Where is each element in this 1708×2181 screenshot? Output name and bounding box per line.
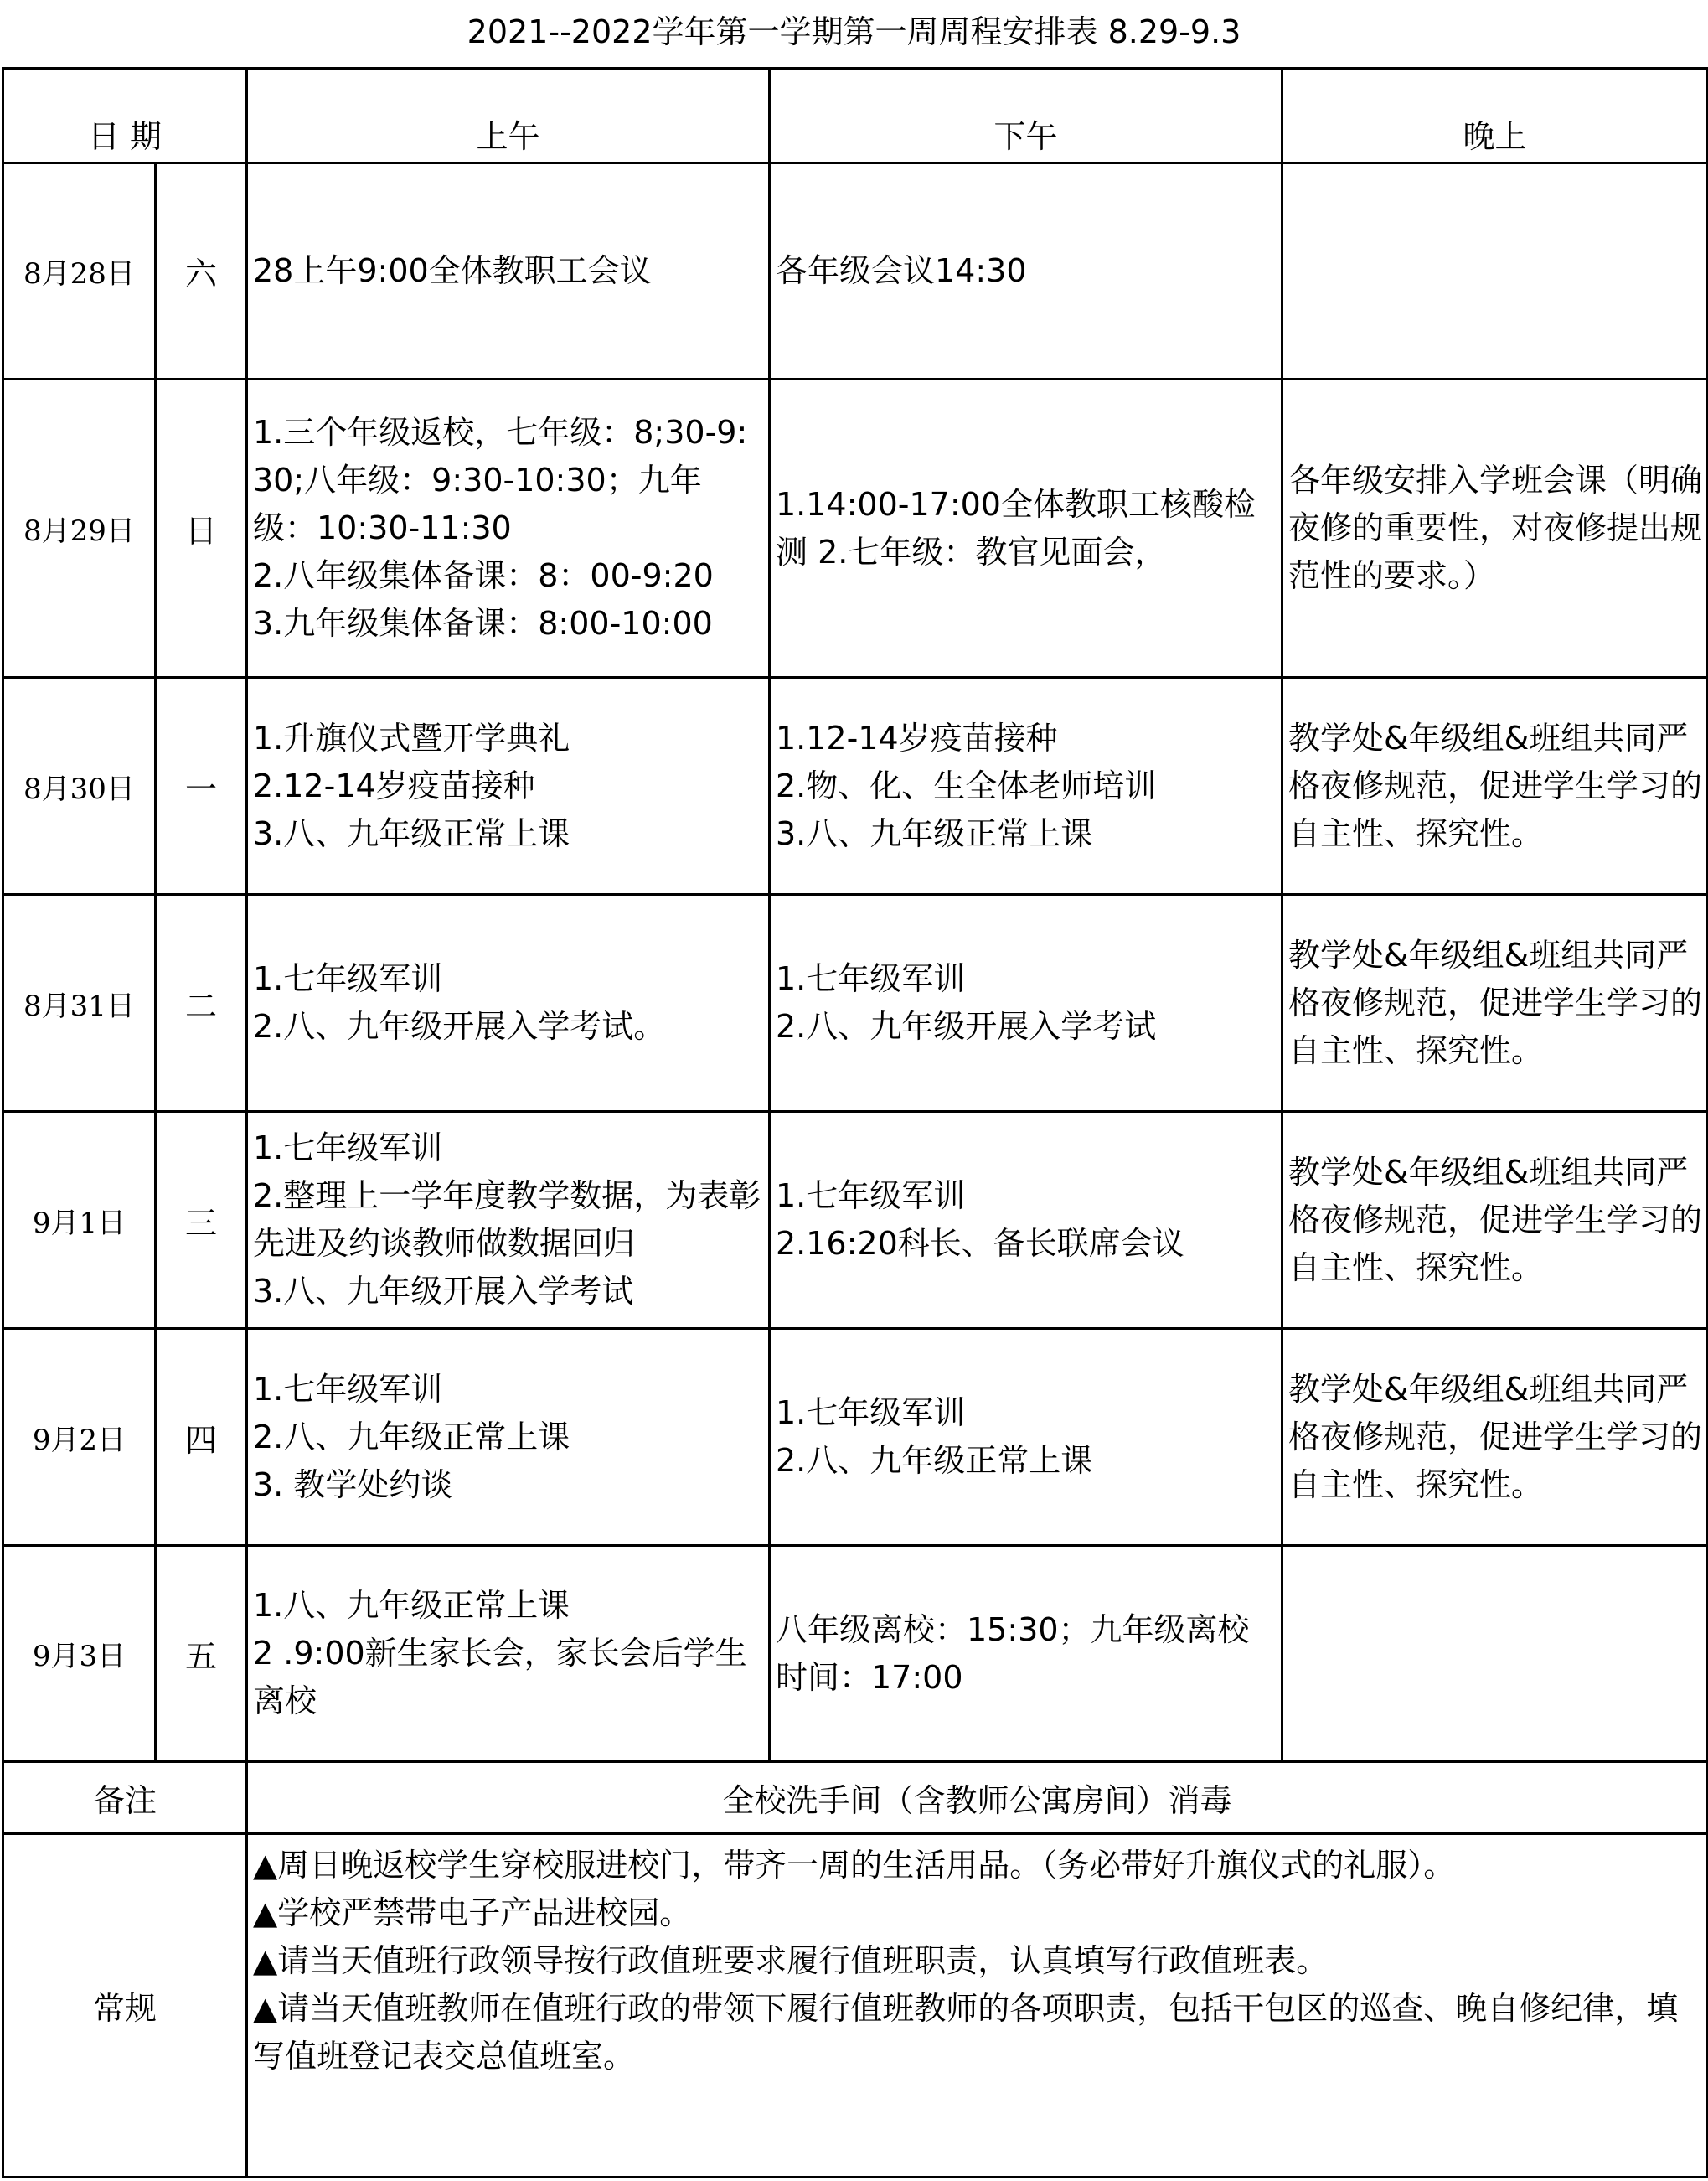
routine-item: ▲请当天值班教师在值班行政的带领下履行值班教师的各项职责，包括干包区的巡查、晚自修纪律，填写值班登记表交总值班室。 <box>253 1990 1679 2075</box>
routine-item: ▲请当天值班行政领导按行政值班要求履行值班职责，认真填写行政值班表。 <box>253 1942 1329 1979</box>
morning-item: 28上午9:00全体教职工会议 <box>253 252 652 289</box>
page-title: 2021--2022学年第一学期第一周周程安排表 8.29-9.3 <box>467 13 1241 50</box>
morning-item: 1.升旗仪式暨开学典礼 <box>253 719 570 757</box>
remarks-label: 备注 <box>3 1762 247 1834</box>
date-cell: 9月3日 <box>3 1546 156 1762</box>
remarks-row <box>3 1762 1708 1834</box>
afternoon-item: 1.七年级军训 <box>776 960 966 997</box>
morning-item: 1.七年级军训 <box>253 1370 443 1408</box>
date-cell: 8月29日 <box>3 380 156 678</box>
morning-cell <box>247 1329 770 1546</box>
afternoon-item: 2.物、化、生全体老师培训 <box>776 767 1157 804</box>
schedule-row <box>3 380 1708 678</box>
schedule-row <box>3 1329 1708 1546</box>
morning-cell <box>247 380 770 678</box>
weekday-cell: 四 <box>156 1329 247 1546</box>
schedule-row <box>3 1112 1708 1329</box>
routine-row <box>3 1834 1708 2178</box>
weekday-cell: 六 <box>156 163 247 380</box>
afternoon-item: 1.七年级军训 <box>776 1177 966 1214</box>
weekday-cell: 五 <box>156 1546 247 1762</box>
routine-item: ▲周日晚返校学生穿校服进校门，带齐一周的生活用品。（务必带好升旗仪式的礼服）。 <box>253 1847 1456 1884</box>
afternoon-item: 1.14:00-17:00全体教职工核酸检测 2.七年级：教官见面会， <box>776 485 1256 571</box>
morning-item: 2.12-14岁疫苗接种 <box>253 767 535 804</box>
weekday-cell: 一 <box>156 678 247 895</box>
morning-item: 1.八、九年级正常上课 <box>253 1587 570 1624</box>
evening-item: 各年级安排入学班会课（明确夜修的重要性，对夜修提出规范性的要求。） <box>1288 462 1703 594</box>
evening-cell <box>1282 1112 1708 1329</box>
header-morning: 上午 <box>247 69 770 163</box>
morning-cell <box>247 163 770 380</box>
weekday-cell: 三 <box>156 1112 247 1329</box>
afternoon-item: 2.八、九年级正常上课 <box>776 1442 1093 1479</box>
evening-cell <box>1282 1546 1708 1762</box>
evening-cell <box>1282 678 1708 895</box>
afternoon-item: 各年级会议14:30 <box>776 252 1027 289</box>
date-cell: 9月2日 <box>3 1329 156 1546</box>
date-cell: 8月30日 <box>3 678 156 895</box>
schedule-table <box>2 67 1708 2178</box>
morning-item: 2.整理上一学年度教学数据，为表彰先进及约谈教师做数据回归 <box>253 1177 761 1262</box>
routine-label: 常规 <box>3 1834 247 2178</box>
afternoon-cell <box>770 678 1282 895</box>
morning-item: 3. 教学处约谈 <box>253 1465 453 1503</box>
evening-cell <box>1282 163 1708 380</box>
schedule-row <box>3 163 1708 380</box>
afternoon-item: 1.七年级军训 <box>776 1394 966 1431</box>
schedule-row <box>3 1546 1708 1762</box>
header-date: 日 期 <box>3 69 247 163</box>
morning-item: 2.八年级集体备课：8：00-9:20 <box>253 557 714 594</box>
schedule-row <box>3 895 1708 1112</box>
morning-item: 3.八、九年级正常上课 <box>253 814 570 852</box>
evening-item: 教学处&年级组&班组共同严格夜修规范，促进学生学习的自主性、探究性。 <box>1288 1153 1703 1286</box>
schedule-rows <box>3 163 1708 1762</box>
date-cell: 9月1日 <box>3 1112 156 1329</box>
routine-item: ▲学校严禁带电子产品进校园。 <box>253 1894 692 1931</box>
weekday-cell: 二 <box>156 895 247 1112</box>
evening-item: 教学处&年级组&班组共同严格夜修规范，促进学生学习的自主性、探究性。 <box>1288 936 1703 1069</box>
morning-item: 1.七年级军训 <box>253 1129 443 1166</box>
remarks-text: 全校洗手间（含教师公寓房间）消毒 <box>247 1762 1708 1834</box>
afternoon-cell <box>770 895 1282 1112</box>
morning-cell <box>247 678 770 895</box>
evening-cell <box>1282 895 1708 1112</box>
header-afternoon: 下午 <box>770 69 1282 163</box>
header-evening: 晚上 <box>1282 69 1708 163</box>
evening-item: 教学处&年级组&班组共同严格夜修规范，促进学生学习的自主性、探究性。 <box>1288 719 1703 852</box>
afternoon-item: 1.12-14岁疫苗接种 <box>776 719 1058 757</box>
weekday-cell: 日 <box>156 380 247 678</box>
morning-item: 2 .9:00新生家长会，家长会后学生离校 <box>253 1635 747 1719</box>
date-cell: 8月31日 <box>3 895 156 1112</box>
morning-item: 2.八、九年级正常上课 <box>253 1418 570 1455</box>
evening-cell <box>1282 1329 1708 1546</box>
afternoon-item: 3.八、九年级正常上课 <box>776 814 1093 852</box>
afternoon-item: 2.16:20科长、备长联席会议 <box>776 1225 1184 1262</box>
morning-cell <box>247 1112 770 1329</box>
header-row <box>3 69 1708 163</box>
evening-item: 教学处&年级组&班组共同严格夜修规范，促进学生学习的自主性、探究性。 <box>1288 1370 1703 1503</box>
afternoon-cell <box>770 163 1282 380</box>
afternoon-cell <box>770 1329 1282 1546</box>
date-cell: 8月28日 <box>3 163 156 380</box>
schedule-row <box>3 678 1708 895</box>
afternoon-cell <box>770 1112 1282 1329</box>
afternoon-item: 八年级离校：15:30；九年级离校时间：17:00 <box>776 1610 1250 1696</box>
morning-cell <box>247 1546 770 1762</box>
morning-item: 3.九年级集体备课：8:00-10:00 <box>253 605 713 642</box>
morning-item: 1.三个年级返校，七年级：8;30-9:30;八年级：9:30-10:30；九年级：10:30-11:30 <box>253 414 748 546</box>
routine-items <box>247 1834 1708 2178</box>
morning-cell <box>247 895 770 1112</box>
evening-cell <box>1282 380 1708 678</box>
afternoon-cell <box>770 1546 1282 1762</box>
afternoon-item: 2.八、九年级开展入学考试 <box>776 1008 1157 1045</box>
morning-item: 2.八、九年级开展入学考试。 <box>253 1008 666 1045</box>
morning-item: 1.七年级军训 <box>253 960 443 997</box>
afternoon-cell <box>770 380 1282 678</box>
morning-item: 3.八、九年级开展入学考试 <box>253 1273 634 1310</box>
